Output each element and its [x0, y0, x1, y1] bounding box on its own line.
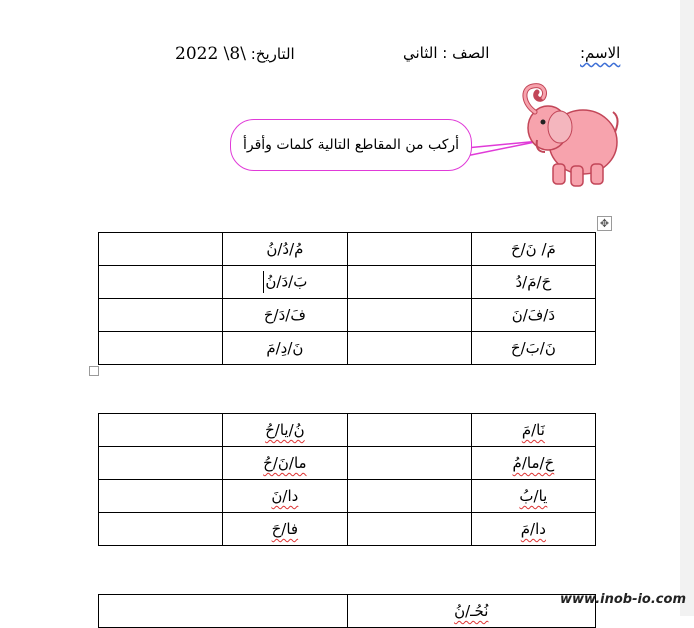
cell-text: دا/نَ [271, 487, 299, 505]
syllable-cell [223, 480, 347, 513]
elephant-image [515, 82, 621, 190]
cell-text: نُ/يا/حُ [265, 421, 305, 439]
syllable-cell [471, 513, 595, 546]
table-resize-handle[interactable] [89, 366, 99, 376]
answer-cell[interactable] [99, 595, 348, 628]
cell-text: بَ/دَ/نُ [265, 272, 308, 291]
cell-text: فا/حَ [271, 520, 299, 538]
table-row [99, 233, 596, 266]
answer-cell[interactable] [347, 480, 471, 513]
syllables-table-3 [98, 594, 596, 628]
table-row [99, 595, 596, 628]
answer-cell[interactable] [99, 480, 223, 513]
speech-bubble [230, 119, 472, 171]
syllables-table-1 [98, 232, 596, 365]
table-row [99, 299, 596, 332]
date-value: 2022 \8\ [175, 44, 246, 64]
syllables-table-2 [98, 413, 596, 546]
cell-text: ما/نَ/حُ [263, 454, 307, 472]
answer-cell[interactable] [347, 513, 471, 546]
syllable-cell [223, 266, 347, 299]
answer-cell[interactable] [99, 513, 223, 546]
cell-text: نَا/مَ [521, 421, 545, 439]
syllable-cell: حَ/مَ/دُ [471, 266, 595, 299]
date-label: التاريخ: [250, 45, 295, 63]
answer-cell[interactable] [99, 414, 223, 447]
syllable-cell: فَ/دَ/حَ [223, 299, 347, 332]
table-move-handle[interactable]: ✥ [597, 216, 612, 231]
name-field [580, 44, 620, 62]
answer-cell[interactable] [99, 266, 223, 299]
syllable-cell [471, 480, 595, 513]
table-row [99, 513, 596, 546]
name-label: الاسم: [580, 44, 621, 62]
table-row [99, 480, 596, 513]
answer-cell[interactable] [347, 266, 471, 299]
date-field [175, 44, 295, 64]
table-row [99, 266, 596, 299]
syllable-cell: دَ/فَ/نَ [471, 299, 595, 332]
answer-cell[interactable] [347, 233, 471, 266]
answer-cell[interactable] [347, 332, 471, 365]
cell-text: دا/مَ [520, 520, 546, 538]
answer-cell[interactable] [347, 414, 471, 447]
table-row [99, 447, 596, 480]
answer-cell[interactable] [99, 233, 223, 266]
syllable-cell [471, 414, 595, 447]
answer-cell[interactable] [99, 447, 223, 480]
answer-cell[interactable] [99, 332, 223, 365]
answer-cell[interactable] [99, 299, 223, 332]
page-margin [680, 0, 694, 616]
watermark: www.inob-io.com [560, 592, 686, 607]
syllable-cell [223, 513, 347, 546]
syllable-cell [347, 595, 596, 628]
syllable-cell [471, 447, 595, 480]
syllable-cell: مُ/دُ/نُ [223, 233, 347, 266]
syllable-cell [223, 414, 347, 447]
answer-cell[interactable] [347, 299, 471, 332]
syllable-cell: مَ/ نَ/حَ [471, 233, 595, 266]
cell-text: نُحُـ/نُ [454, 602, 489, 620]
grade-label: الصف : الثاني [403, 44, 490, 62]
syllable-cell: نَ/بَ/حَ [471, 332, 595, 365]
instruction-text: أركب من المقاطع التالية كلمات وأقرأ [242, 137, 460, 153]
syllable-cell [223, 447, 347, 480]
syllable-cell: نَ/دِ/مَ [223, 332, 347, 365]
cell-text: يا/بُ [519, 487, 548, 505]
table-row [99, 332, 596, 365]
cell-text: حَ/ما/مُ [512, 454, 555, 472]
answer-cell[interactable] [347, 447, 471, 480]
table-row [99, 414, 596, 447]
